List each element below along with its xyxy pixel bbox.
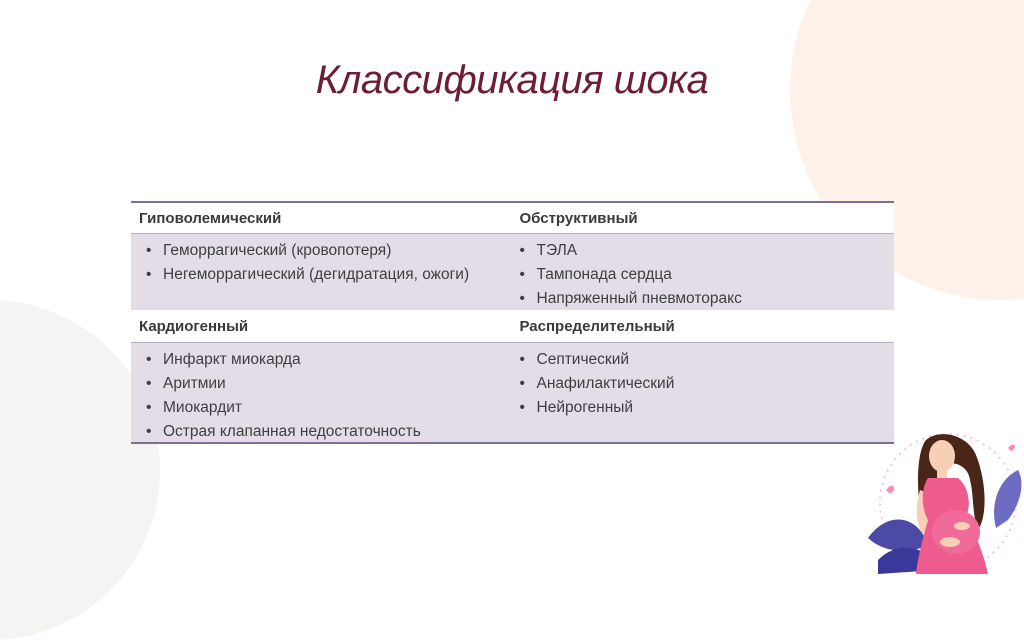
list-item: • Миокардит xyxy=(139,396,513,420)
obstructive-list-cell xyxy=(513,234,895,310)
hypovolemic-list-cell xyxy=(131,234,513,310)
list-item: • ТЭЛА xyxy=(513,239,895,263)
list-item: • Геморрагический (кровопотеря) xyxy=(139,239,513,263)
table-header-row xyxy=(131,310,894,342)
list-item: • Острая клапанная недостаточность xyxy=(139,420,513,444)
list-item: • Аритмии xyxy=(139,372,513,396)
cardiogenic-list-cell xyxy=(131,343,513,442)
list-item: • Негеморрагический (дегидратация, ожоги) xyxy=(139,263,513,287)
cardiogenic-list xyxy=(139,348,513,444)
header-distributive: Распределительный xyxy=(519,317,675,335)
page-title: Классификация шока xyxy=(315,58,709,102)
distributive-list-cell xyxy=(513,343,895,442)
pregnant-woman-illustration-icon xyxy=(858,420,1024,574)
list-item: • Нейрогенный xyxy=(513,396,895,420)
header-obstructive: Обструктивный xyxy=(519,209,638,227)
header-cardiogenic: Кардиогенный xyxy=(139,317,249,335)
list-item: • Инфаркт миокарда xyxy=(139,348,513,372)
hypovolemic-list xyxy=(139,239,513,287)
table-row xyxy=(131,342,894,442)
header-hypovolemic: Гиповолемический xyxy=(139,209,282,227)
list-item: • Анафилактический xyxy=(513,372,895,396)
classification-table xyxy=(131,201,894,444)
list-item: • Напряженный пневмоторакс xyxy=(513,287,895,311)
list-item: • Септический xyxy=(513,348,895,372)
table-header-row xyxy=(131,203,894,233)
list-item: • Тампонада сердца xyxy=(513,263,895,287)
distributive-list xyxy=(513,348,895,420)
table-row xyxy=(131,233,894,310)
obstructive-list xyxy=(513,239,895,311)
